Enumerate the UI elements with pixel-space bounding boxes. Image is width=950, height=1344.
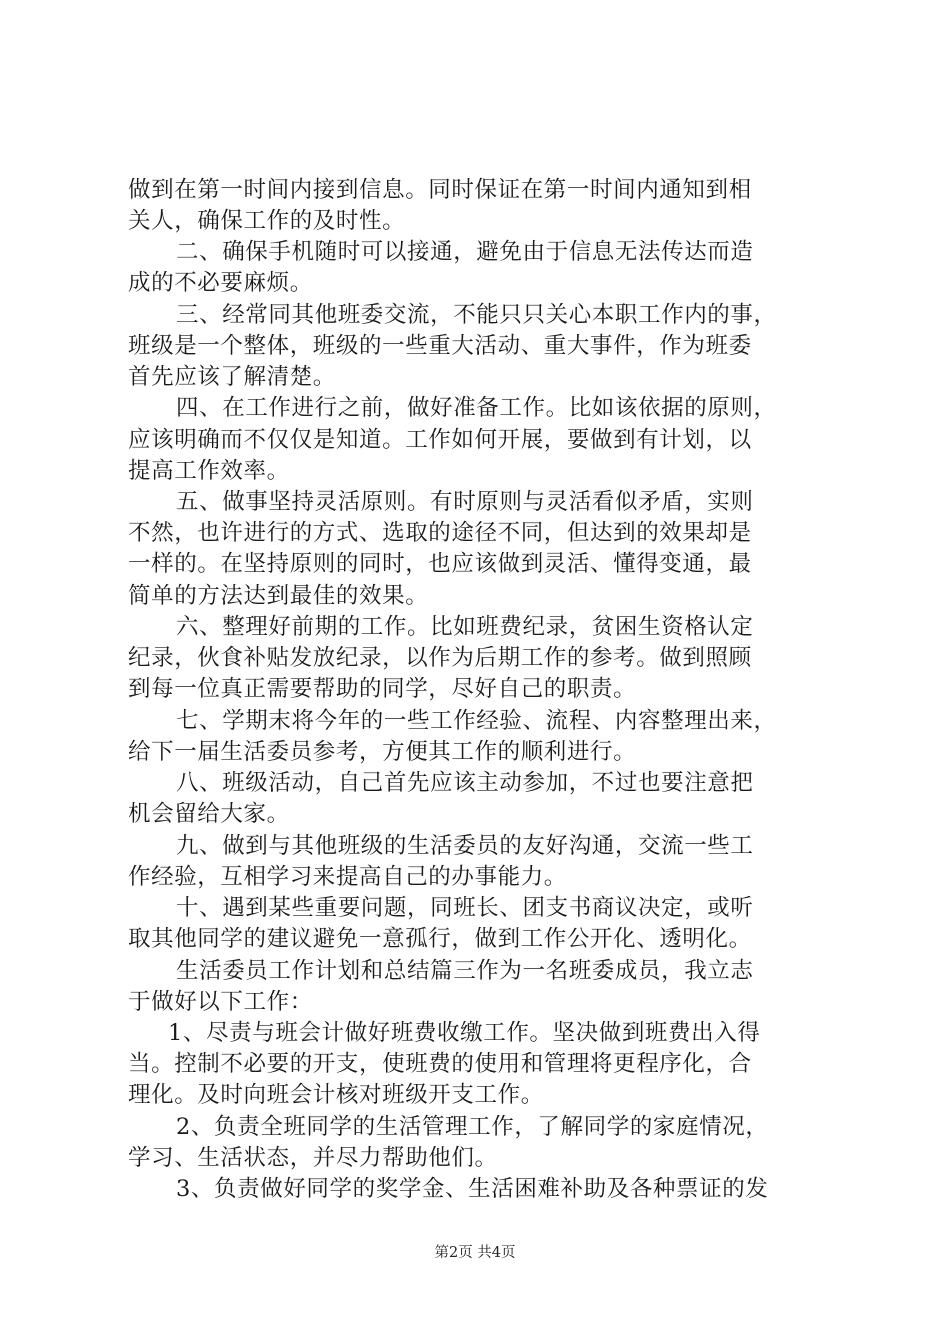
text-line: 十、遇到某些重要问题，同班长、团支书商议决定，或听	[176, 895, 754, 921]
text-line: 班级是一个整体，班级的一些重大活动、重大事件，作为班委	[128, 333, 752, 359]
text-line: 到每一位真正需要帮助的同学，尽好自己的职责。	[128, 676, 637, 702]
text-line: 六、整理好前期的工作。比如班费纪录，贫困生资格认定	[176, 614, 754, 640]
text-line: 首先应该了解清楚。	[128, 364, 336, 390]
text-line: 1、尽责与班会计做好班费收缴工作。坚决做到班费出入得	[168, 1020, 761, 1046]
text-line: 理化。及时向班会计核对班级开支工作。	[128, 1082, 544, 1108]
text-line: 当。控制不必要的开支，使班费的使用和管理将更程序化，合	[128, 1051, 752, 1077]
text-line: 学习、生活状态，并尽力帮助他们。	[128, 1145, 498, 1171]
text-line: 提高工作效率。	[128, 458, 290, 484]
text-line: 取其他同学的建议避免一意孤行，做到工作公开化、透明化。	[128, 926, 752, 952]
text-line: 不然，也许进行的方式、选取的途径不同，但达到的效果却是	[128, 520, 752, 546]
text-line: 简单的方法达到最佳的效果。	[128, 583, 429, 609]
text-line: 给下一届生活委员参考，方便其工作的顺利进行。	[128, 739, 637, 765]
text-line: 一样的。在坚持原则的同时，也应该做到灵活、懂得变通，最	[128, 551, 752, 577]
text-line: 2、负责全班同学的生活管理工作，了解同学的家庭情况，	[176, 1114, 769, 1140]
text-line: 七、学期末将今年的一些工作经验、流程、内容整理出来，	[176, 708, 777, 734]
text-line: 3、负责做好同学的奖学金、生活困难补助及各种票证的发	[176, 1176, 769, 1202]
text-line: 于做好以下工作：	[128, 989, 313, 1015]
text-line: 机会留给大家。	[128, 801, 290, 827]
text-line: 应该明确而不仅仅是知道。工作如何开展，要做到有计划，以	[128, 427, 752, 453]
page-number-footer: 第2页 共4页	[434, 1245, 516, 1261]
text-line: 纪录，伙食补贴发放纪录，以作为后期工作的参考。做到照顾	[128, 645, 752, 671]
text-line: 八、班级活动，自己首先应该主动参加，不过也要注意把	[176, 770, 754, 796]
text-line: 五、做事坚持灵活原则。有时原则与灵活看似矛盾，实则	[176, 489, 754, 515]
text-line: 成的不必要麻烦。	[128, 270, 313, 296]
text-line: 二、确保手机随时可以接通，避免由于信息无法传达而造	[176, 239, 754, 265]
text-line: 四、在工作进行之前，做好准备工作。比如该依据的原则，	[176, 395, 777, 421]
text-line: 生活委员工作计划和总结篇三作为一名班委成员，我立志	[176, 958, 754, 984]
text-line: 九、做到与其他班级的生活委员的友好沟通，交流一些工	[176, 833, 754, 859]
text-line: 三、经常同其他班委交流，不能只只关心本职工作内的事，	[176, 302, 777, 328]
text-line: 做到在第一时间内接到信息。同时保证在第一时间内通知到相	[128, 177, 752, 203]
text-line: 作经验，互相学习来提高自己的办事能力。	[128, 864, 567, 890]
text-line: 关人，确保工作的及时性。	[128, 208, 406, 234]
